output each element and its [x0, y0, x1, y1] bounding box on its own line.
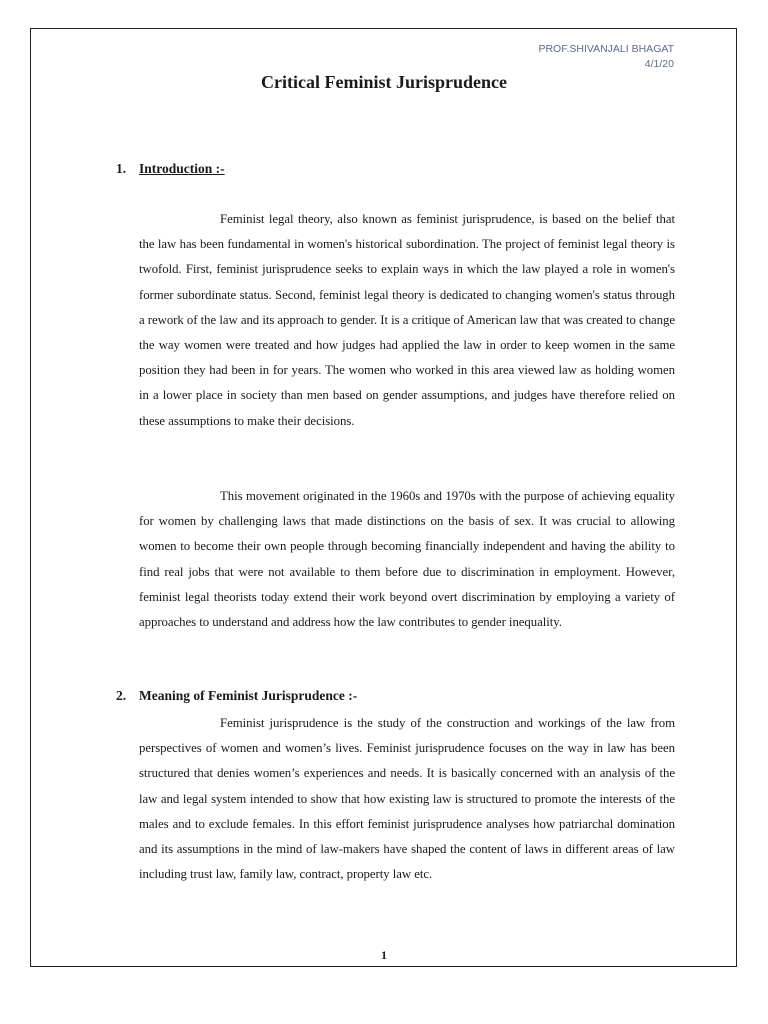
- section-title: Meaning of Feminist Jurisprudence :-: [139, 688, 358, 703]
- paragraph: This movement originated in the 1960s and 1970s with the purpose of achieving equality for women by challenging laws that made distinctions on the basis of sex. It was crucial to allowing women to become their own people through becoming financially independent and having the ability to find real jobs that were not available to them before due to discrimination in employment. However, feminist legal theorists today extend their work beyond overt discrimination by employing a variety of approaches to understand and address how the law contributes to gender inequality.: [139, 489, 675, 630]
- section-title: Introduction :-: [139, 161, 225, 176]
- section-number: 2.: [116, 688, 127, 703]
- page-number: 1: [381, 948, 387, 962]
- paragraph: Feminist jurisprudence is the study of the construction and workings of the law from perspectives of women and women’s lives. Feminist jurisprudence focuses on the way in law has been structured that denies women’s experiences and needs. It is basically concerned with an analysis of the law and legal system intended to show that how existing law is structured to promote the interests of the males and to exclude females. In this effort feminist jurisprudence analyses how patriarchal domination and its assumptions in the mind of law-makers have shaped the content of laws in different areas of law including trust law, family law, contract, property law etc.: [139, 716, 675, 882]
- paragraph: Feminist legal theory, also known as feminist jurisprudence, is based on the belief that the law has been fundamental in women's historical subordination. The project of feminist legal theory is twofold. First, feminist jurisprudence seeks to explain ways in which the law played a role in women's former subordinate status. Second, feminist legal theory is dedicated to changing women's status through a rework of the law and its approach to gender. It is a critique of American law that was created to change the way women were treated and how judges had applied the law in order to keep women in the same position they had been in for years. The women who worked in this area viewed law as holding women in a lower place in society than men based on gender assumptions, and judges have therefore relied on these assumptions to make their decisions.: [139, 212, 675, 428]
- section-heading-introduction: [116, 161, 225, 177]
- header-meta: [538, 42, 674, 72]
- section-heading-meaning: [116, 688, 357, 704]
- author-name: PROF.SHIVANJALI BHAGAT: [538, 43, 674, 55]
- section-number: 1.: [116, 161, 127, 176]
- document-date: 4/1/20: [644, 58, 674, 70]
- page-title: Critical Feminist Jurisprudence: [261, 72, 507, 92]
